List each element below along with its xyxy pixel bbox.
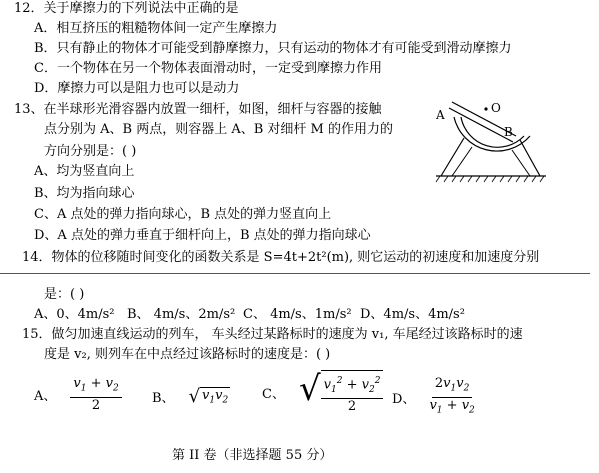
q15-option-a-label: A、	[34, 389, 57, 405]
formula-geometric-mean: √ $v_1v_2$	[188, 386, 229, 407]
q13-option-b: B、均为指向球心	[34, 186, 135, 201]
page-divider	[0, 273, 590, 274]
q15-option-c-label: C、	[262, 386, 285, 402]
q13-option-a: A、均为竖直向上	[34, 164, 135, 179]
q15-option-b	[152, 386, 230, 407]
q13-stem-line3: 方向分别是：( )	[44, 144, 137, 159]
figure-label-b: B	[504, 125, 513, 139]
q13-option-d: D、A 点处的弹力垂直于细杆向上，B 点处的弹力指向球心	[34, 228, 371, 243]
section-heading: 第 II 卷（非选择题 55 分）	[172, 448, 333, 463]
q14-stem-cont: 是：( )	[44, 287, 85, 302]
q15-stem-line2: 度是 v₂, 则列车在中点经过该路标时的速度是：( )	[44, 347, 331, 362]
q15-option-c	[262, 370, 383, 415]
hemisphere-rod-figure	[434, 92, 554, 184]
q14-option-a: A、0、4m/s²	[34, 307, 115, 322]
formula-harmonic: $\frac{2v_1v_2}{v_1 + v_2}$	[429, 376, 475, 416]
q14-stem: 14．物体的位移随时间变化的函数关系是 S=4t+2t²(m), 则它运动的初速度和加速度分别	[22, 250, 540, 265]
q15-stem-line1: 15．做匀加速直线运动的列车， 车头经过某路标时的速度为 v₁, 车尾经过该路标时的速	[22, 327, 523, 342]
figure-label-o: O	[491, 101, 501, 115]
figure-label-a: A	[436, 108, 445, 122]
q15-option-d-label: D、	[392, 391, 416, 407]
q12-option-c: C．一个物体在另一个物体表面滑动时，一定受到摩擦力作用	[34, 61, 382, 76]
q14-option-b: B、 4m/s、2m/s²	[127, 307, 236, 322]
q13-stem-line1: 13、在半球形光滑容器内放置一细杆，如图，细杆与容器的接触	[14, 102, 382, 117]
formula-average: $\frac{v_1 + v_2}{2}$	[70, 376, 121, 414]
q14-option-d: D、4m/s、4m/s²	[360, 307, 465, 322]
q14-option-c: C、 4m/s、1m/s²	[243, 307, 352, 322]
q15-option-b-label: B、	[152, 391, 175, 406]
q13-option-c: C、A 点处的弹力指向球心，B 点处的弹力竖直向上	[34, 207, 332, 222]
q13-stem-line2: 点分别为 A、B 两点，则容器上 A、B 对细杆 M 的作用力的	[44, 122, 393, 137]
q15-option-d	[392, 376, 475, 418]
q12-stem: 12．关于摩擦力的下列说法中正确的是	[14, 1, 239, 16]
q12-option-a: A．相互挤压的粗糙物体间一定产生摩擦力	[34, 21, 278, 36]
q15-option-a	[34, 376, 122, 414]
q12-option-d: D．摩擦力可以是阻力也可以是动力	[34, 81, 240, 96]
formula-rms: √ $\frac{v_1^2 + v_2^2}{2}$	[299, 370, 383, 415]
q12-option-b: B．只有静止的物体才可能受到静摩擦力，只有运动的物体才有可能受到滑动摩擦力	[34, 41, 512, 56]
